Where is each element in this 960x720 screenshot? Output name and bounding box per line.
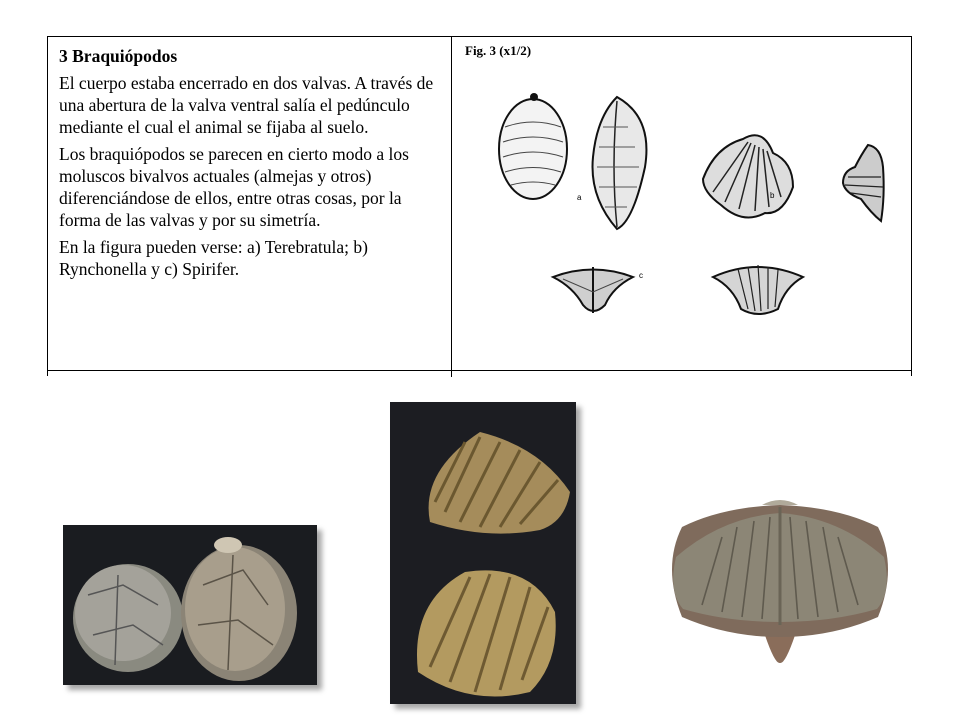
section-title: 3 Braquiópodos — [59, 46, 178, 66]
rynchonella-side-drawing — [843, 145, 884, 221]
paragraph-1: El cuerpo estaba encerrado en dos valvas. A través de una abertura de la valva ventral salía el pedúnculo mediante el cual el animal se fijaba al suelo. — [59, 73, 434, 137]
terebratula-side-drawing — [593, 97, 647, 229]
spirifer-photo — [662, 497, 898, 665]
label-a: a — [577, 193, 582, 202]
label-b: b — [770, 191, 775, 200]
text-cell — [59, 45, 444, 285]
brachiopod-illustration — [493, 87, 903, 347]
terebratula-photo — [63, 525, 317, 685]
row-divider — [48, 370, 911, 371]
spirifer-front-drawing — [553, 267, 633, 313]
column-divider — [451, 37, 452, 377]
rynchonella-photo — [390, 402, 576, 704]
paragraph-2: Los braquiópodos se parecen en cierto modo a los moluscos bivalvos actuales (almejas y otros) diferenciándose de ellos, entre otras cosas, por la forma de las valvas y por su simetría. — [59, 144, 409, 230]
paragraph-3: En la figura pueden verse: a) Terebratula; b) Rynchonella y c) Spirifer. — [59, 237, 368, 279]
label-c: c — [639, 271, 643, 280]
document-table — [47, 36, 912, 376]
figure-caption: Fig. 3 (x1/2) — [465, 43, 532, 58]
spirifer-back-drawing — [713, 265, 803, 314]
terebratula-front-drawing — [499, 93, 567, 199]
rynchonella-front-drawing — [703, 135, 793, 217]
